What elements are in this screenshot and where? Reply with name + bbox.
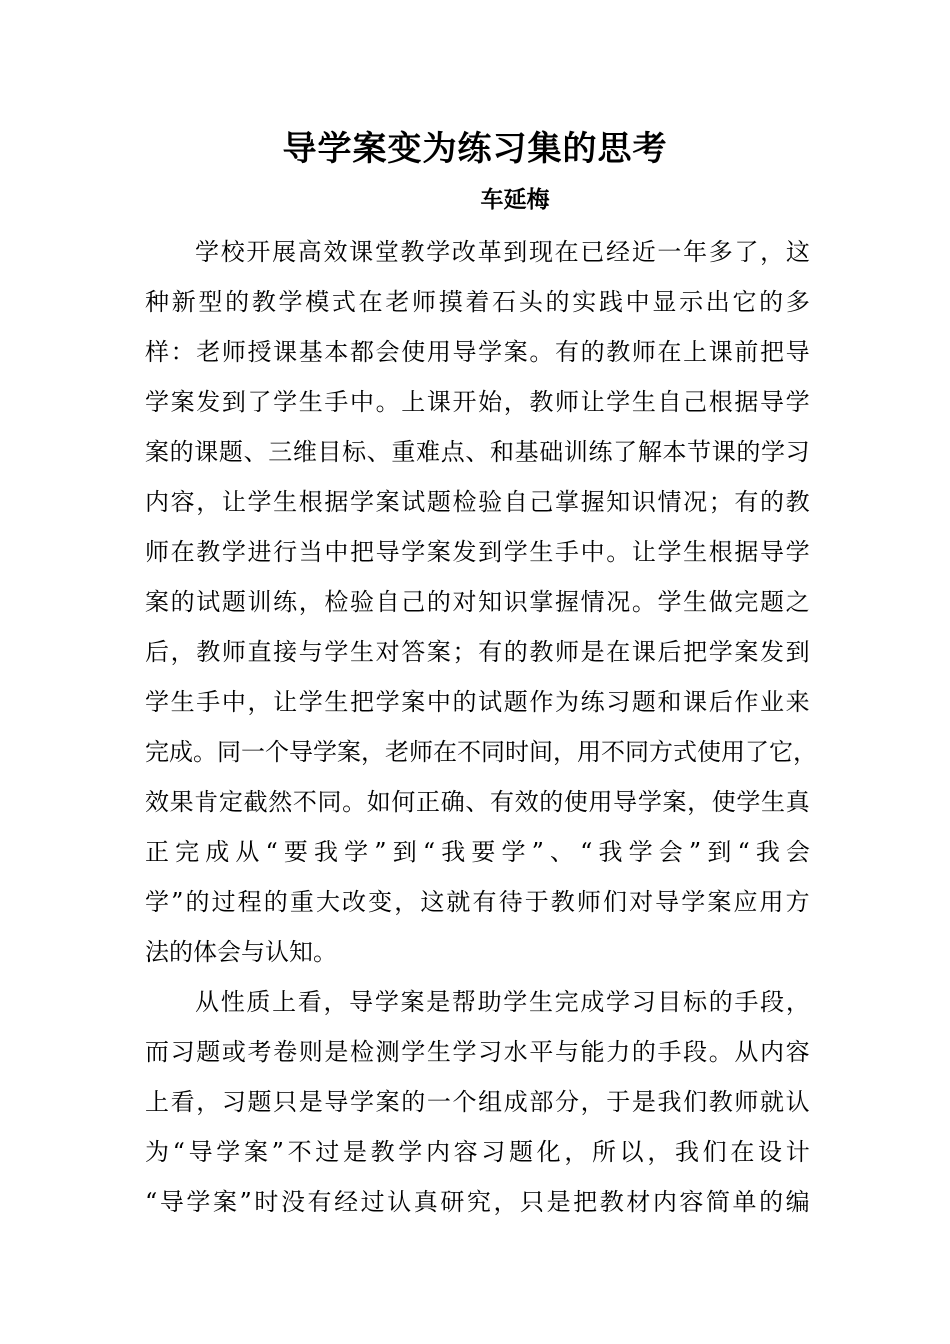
body-line: 样 ： 老 师 授 课 基 本 都 会 使 用 导 学 案 。 有 的 教 师 在 上 课 前 把 导 xyxy=(145,338,810,366)
document-author: 车延梅 xyxy=(480,187,550,213)
body-line: “ 导 学 案 ” 时 没 有 经 过 认 真 研 究 ， 只 是 把 教 材 内 容 简 单 的 编 xyxy=(145,1188,810,1216)
body-line: 上 看 ， 习 题 只 是 导 学 案 的 一 个 组 成 部 分 ， 于 是 我 们 教 师 就 认 xyxy=(145,1088,810,1116)
body-line: 后 ， 教 师 直 接 与 学 生 对 答 案 ； 有 的 教 师 是 在 课 后 把 学 案 发 到 xyxy=(145,638,810,666)
body-line: 从 性 质 上 看 ， 导 学 案 是 帮 助 学 生 完 成 学 习 目 标 的 手 段 ， xyxy=(195,988,810,1016)
document-title: 导学案变为练习集的思考 xyxy=(282,129,668,169)
body-line: 学 案 发 到 了 学 生 手 中 。 上 课 开 始 ， 教 师 让 学 生 自 己 根 据 导 学 xyxy=(145,388,810,416)
body-line: 完 成 。 同 一 个 导 学 案 ， 老 师 在 不 同 时 间 ， 用 不 同 方 式 使 用 了 它 ， xyxy=(145,738,817,766)
body-line: 案 的 课 题 、 三 维 目 标 、 重 难 点 、 和 基 础 训 练 了 解 本 节 课 的 学 习 xyxy=(145,438,810,466)
body-line: 案 的 试 题 训 练 ， 检 验 自 己 的 对 知 识 掌 握 情 况 。 学 生 做 完 题 之 xyxy=(145,588,810,616)
body-line: 效 果 肯 定 截 然 不 同 。 如 何 正 确 、 有 效 的 使 用 导 学 案 ， 使 学 生 真 xyxy=(145,788,810,816)
body-line: 种 新 型 的 教 学 模 式 在 老 师 摸 着 石 头 的 实 践 中 显 示 出 它 的 多 xyxy=(145,288,810,316)
body-line: 内 容 ， 让 学 生 根 据 学 案 试 题 检 验 自 己 掌 握 知 识 情 况 ； 有 的 教 xyxy=(145,488,810,516)
body-line: 正 完 成 从 “ 要 我 学 ” 到 “ 我 要 学 ” 、 “ 我 学 会 ” 到 “ 我 会 xyxy=(145,838,810,866)
body-line: 为 “ 导 学 案 ” 不 过 是 教 学 内 容 习 题 化 ， 所 以 ， 我 们 在 设 计 xyxy=(145,1138,810,1166)
body-line: 学 校 开 展 高 效 课 堂 教 学 改 革 到 现 在 已 经 近 一 年 多 了 ， 这 xyxy=(195,238,810,266)
body-line: 而 习 题 或 考 卷 则 是 检 测 学 生 学 习 水 平 与 能 力 的 手 段 。 从 内 容 xyxy=(145,1038,810,1066)
document-body xyxy=(145,227,817,1227)
body-line: 学 生 手 中 ， 让 学 生 把 学 案 中 的 试 题 作 为 练 习 题 和 课 后 作 业 来 xyxy=(145,688,810,716)
body-line: 学 ” 的 过 程 的 重 大 改 变 ， 这 就 有 待 于 教 师 们 对 导 学 案 应 用 方 xyxy=(145,888,810,916)
body-line: 法 的 体 会 与 认 知 。 xyxy=(145,938,337,966)
body-line: 师 在 教 学 进 行 当 中 把 导 学 案 发 到 学 生 手 中 。 让 学 生 根 据 导 学 xyxy=(145,538,810,566)
